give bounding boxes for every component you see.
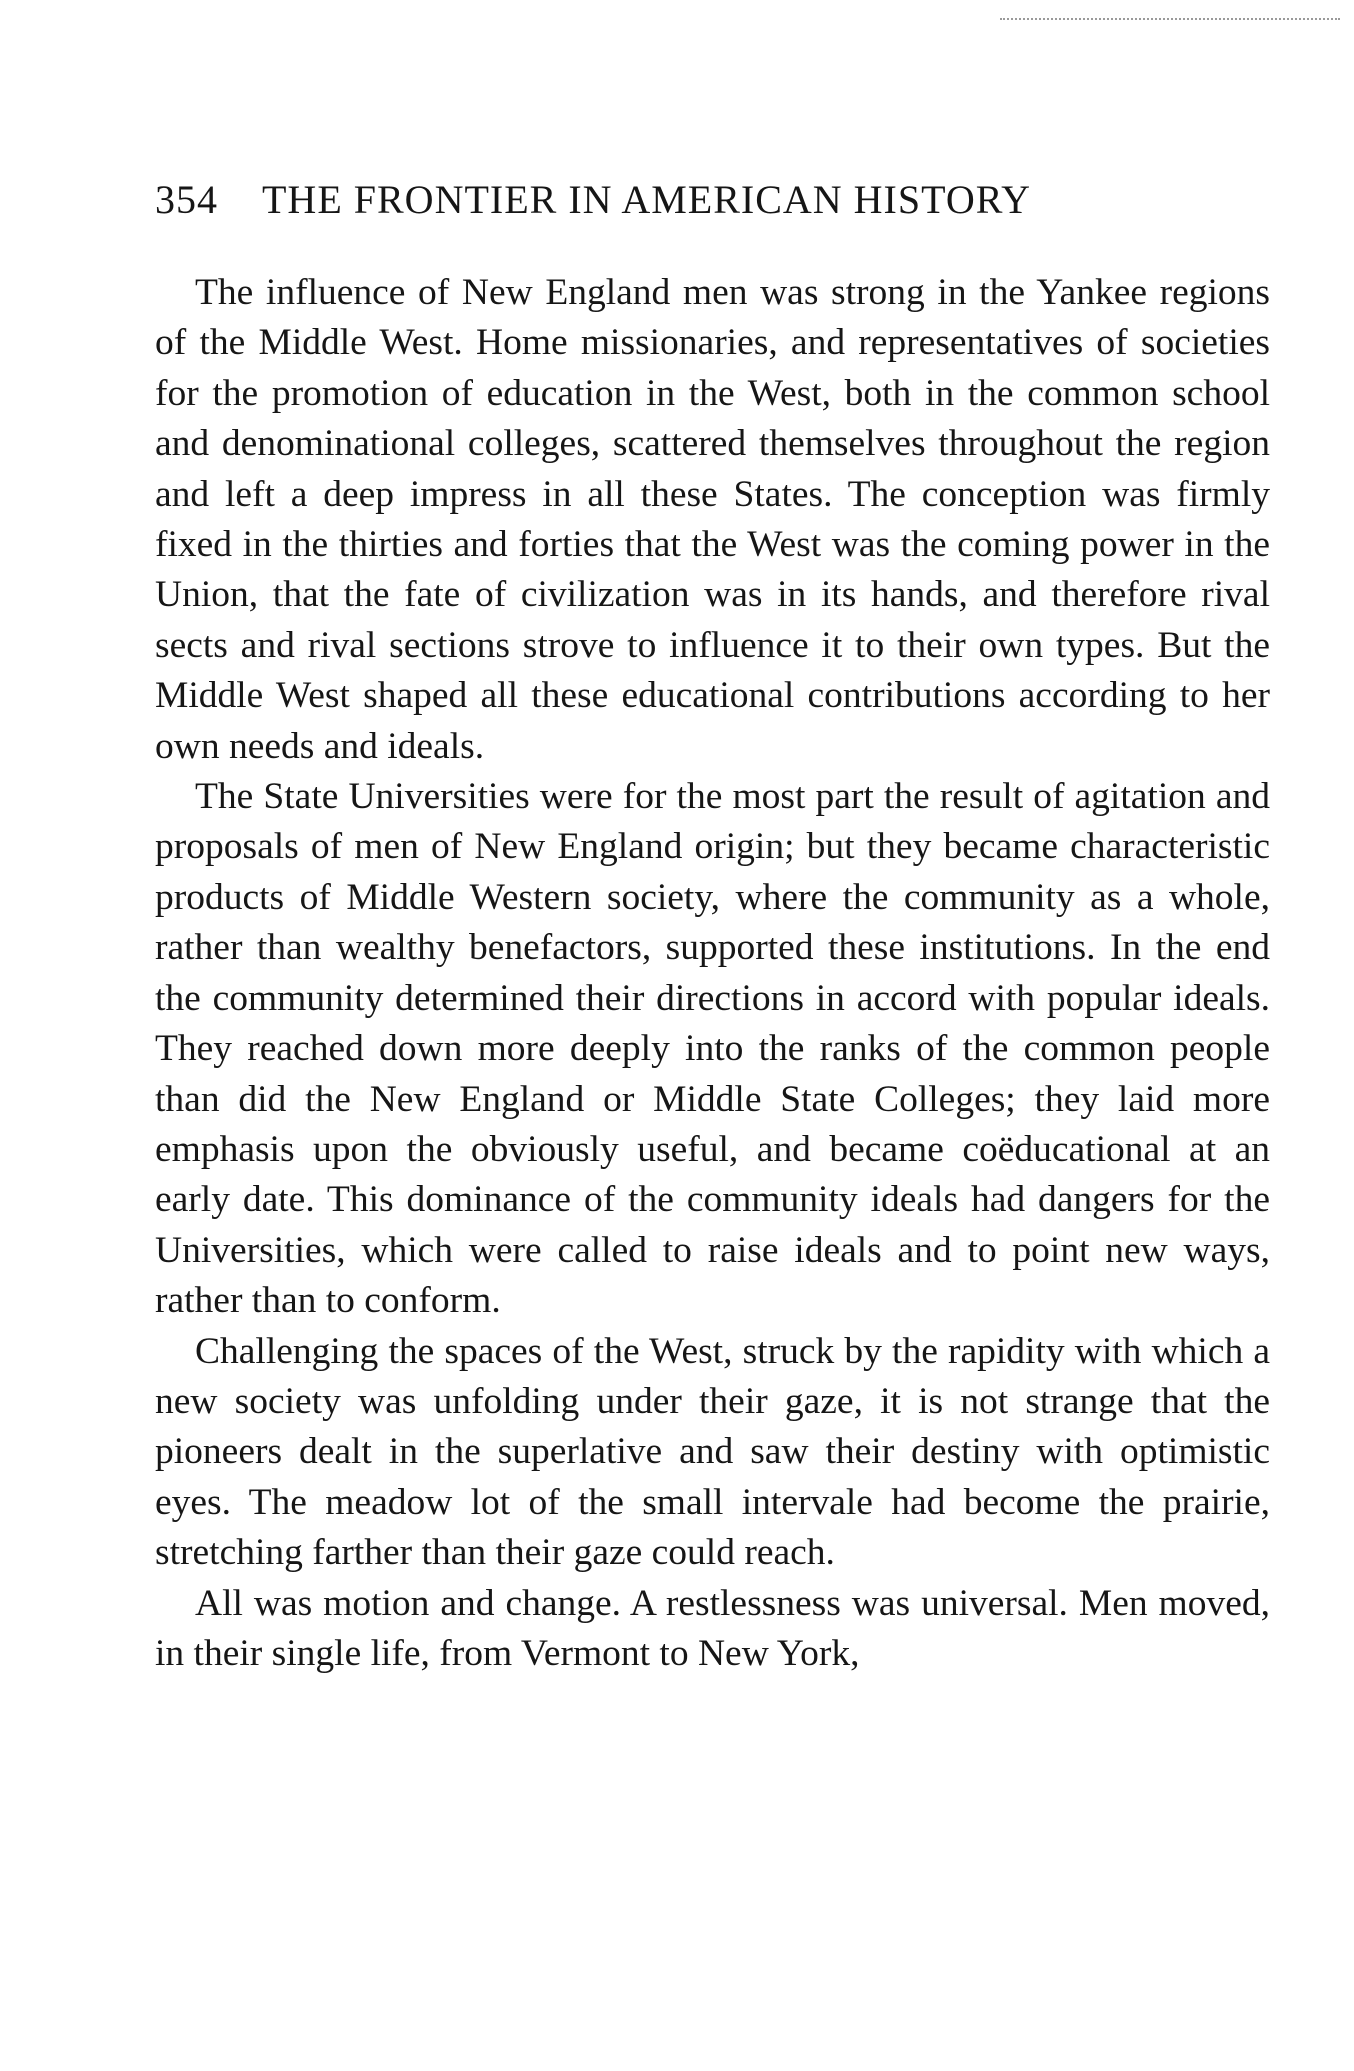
page-number: 354	[155, 177, 218, 222]
scan-artifact-line	[1000, 18, 1340, 20]
running-title: THE FRONTIER IN AMERICAN HISTORY	[262, 177, 1032, 222]
paragraph-new-england-influence: The influence of New England men was strong in the Yankee regions of the Middle West. Home missionaries, and representatives of societies for the promotion of education in the West, both in the common school and denominational colleges, scattered themselves throughout the region and left a deep impress in all these States. The conception was firmly fixed in the thirties and forties that the West was the coming power in the Union, that the fate of civilization was in its hands, and therefore rival sects and rival sections strove to influence it to their own types. But the Middle West shaped all these educational contributions according to her own needs and ideals.	[155, 272, 1270, 767]
paragraph-spaces-of-the-west: Challenging the spaces of the West, struck by the rapidity with which a new society was unfolding under their gaze, it is not strange that the pioneers dealt in the superlative and saw their destiny with optimistic eyes. The meadow lot of the small intervale had become the prairie, stretching farther than their gaze could reach.	[155, 1330, 1270, 1574]
body-text	[155, 268, 1270, 1679]
paragraph-state-universities: The State Universities were for the most part the result of agitation and proposals of men of New England origin; but they became characteristic products of Middle Western society, where the community as a whole, rather than wealthy benefactors, supported these institutions. In the end the community determined their directions in accord with popular ideals. They reached down more deeply into the ranks of the common people than did the New England or Middle State Colleges; they laid more emphasis upon the obviously useful, and became coëducational at an early date. This dominance of the community ideals had dangers for the Universities, which were called to raise ideals and to point new ways, rather than to conform.	[155, 776, 1270, 1322]
paragraph-motion-and-change: All was motion and change. A restlessness was universal. Men moved, in their single life, from Vermont to New York,	[155, 1582, 1270, 1674]
page-header	[155, 176, 1265, 224]
